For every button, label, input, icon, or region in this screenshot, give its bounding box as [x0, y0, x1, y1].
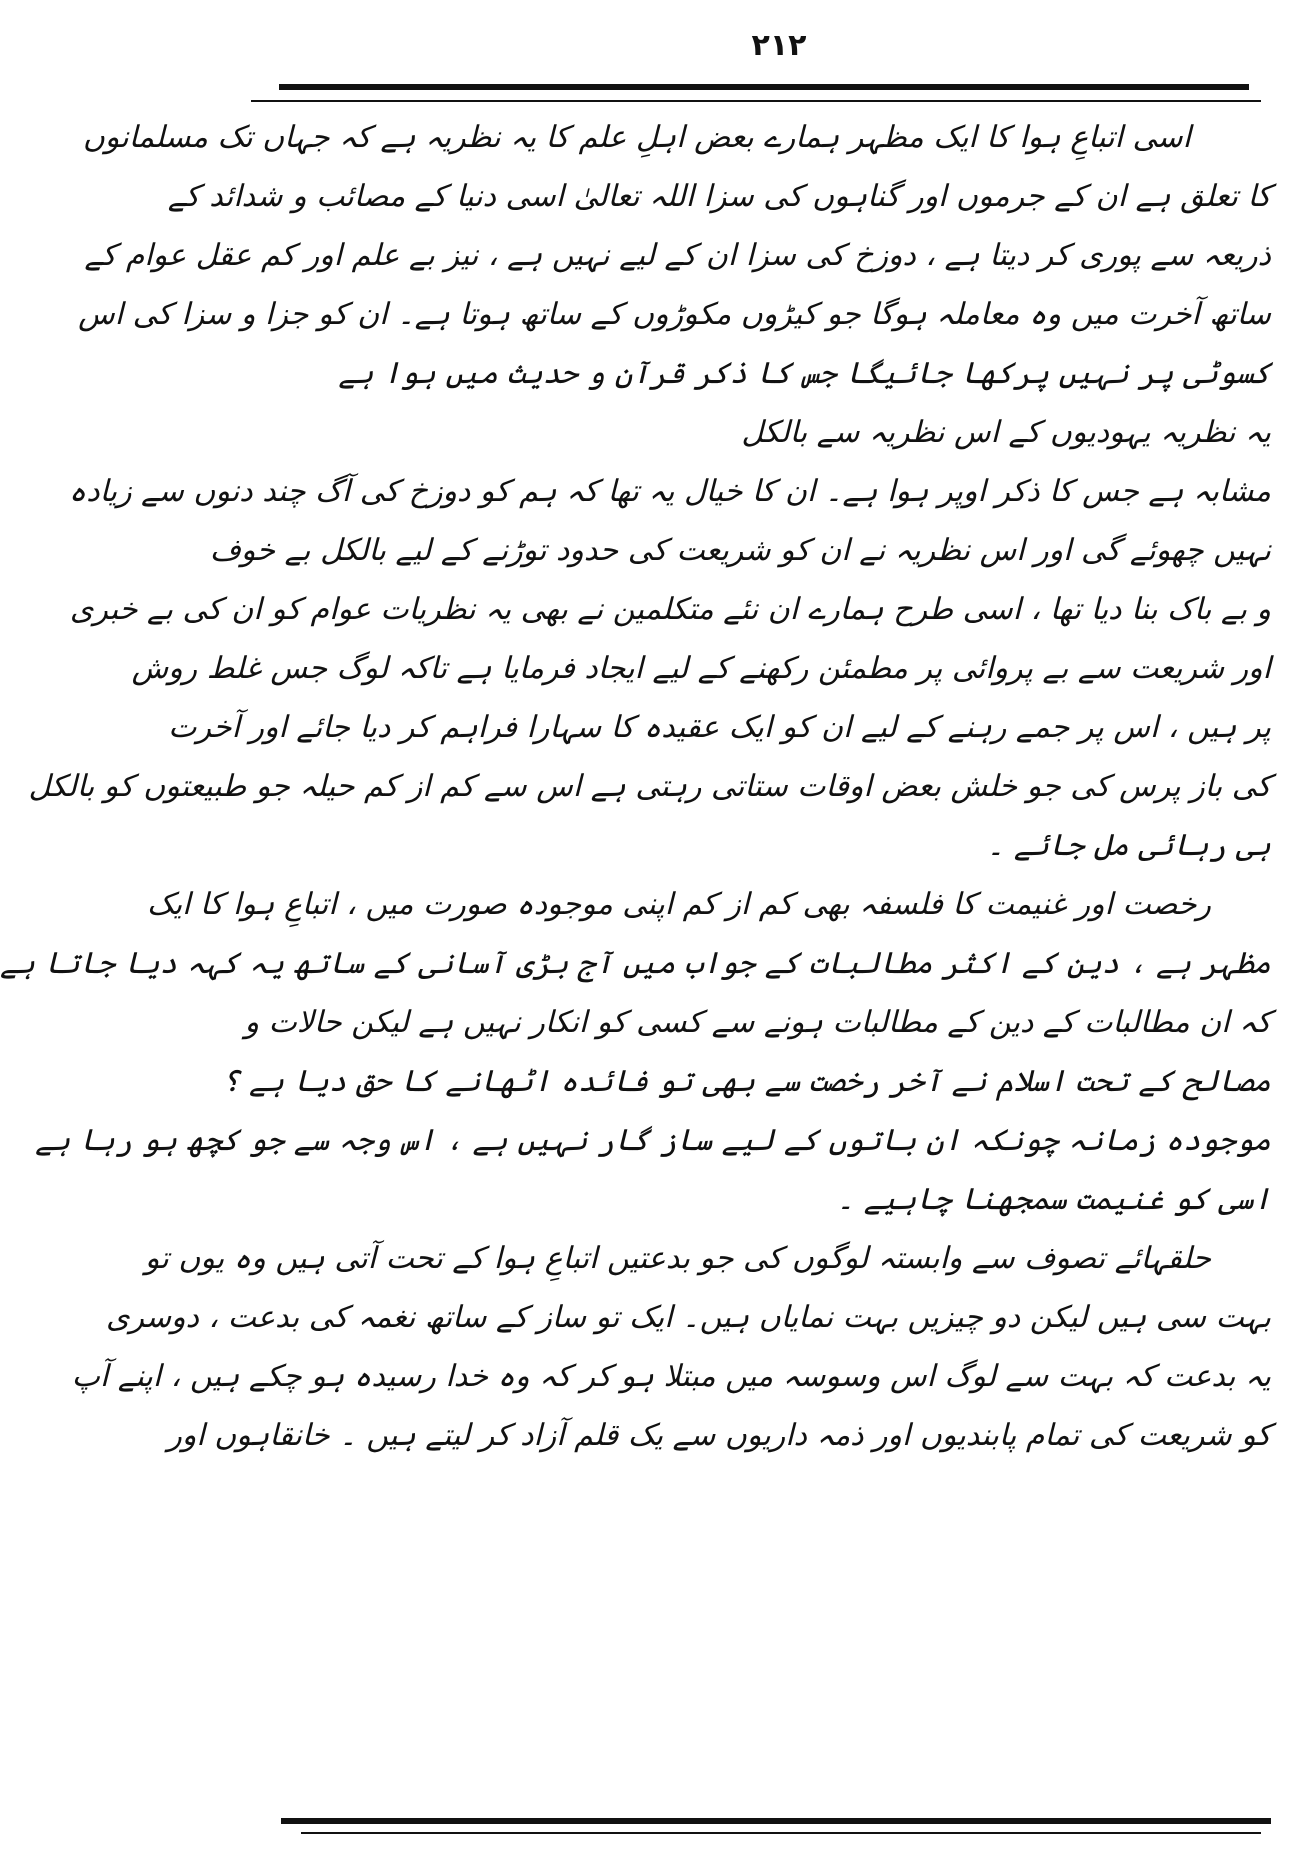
text-line: ذریعہ سے پوری کر دیتا ہے ، دوزخ کی سزا ان کے لیے نہیں ہے ، نیز بے علم اور کم عقل عوام کے	[84, 238, 1271, 273]
text-line: بہت سی ہیں لیکن دو چیزیں بہت نمایاں ہیں۔ ایک تو ساز کے ساتھ نغمہ کی بدعت ، دوسری	[106, 1300, 1271, 1335]
text-line: ساتھ آخرت میں وہ معاملہ ہوگا جو کیڑوں مکوڑوں کے ساتھ ہوتا ہے۔ ان کو جزا و سزا کی اس	[78, 297, 1271, 332]
text-line: اسی کو غنیمت سمجھنا چاہیے ۔	[836, 1182, 1271, 1217]
text-line: کو شریعت کی تمام پابندیوں اور ذمہ داریوں سے یک قلم آزاد کر لیتے ہیں ۔ خانقاہوں اور	[167, 1418, 1271, 1453]
text-line: نہیں چھوئے گی اور اس نظریہ نے ان کو شریعت کی حدود توڑنے کے لیے بالکل بے خوف	[209, 533, 1271, 568]
footer-rule-thin	[301, 1832, 1261, 1834]
text-line: مظہر ہے ، دین کے اکثر مطالبات کے جواب میں آج بڑی آسانی کے ساتھ یہ کہہ دیا جاتا ہے	[0, 946, 1271, 981]
text-line: حلقہائے تصوف سے وابستہ لوگوں کی جو بدعتیں اتباعِ ہوا کے تحت آتی ہیں وہ یوں تو	[144, 1241, 1211, 1276]
text-line: کا تعلق ہے ان کے جرموں اور گناہوں کی سزا اللہ تعالیٰ اسی دنیا کے مصائب و شدائد کے	[167, 179, 1271, 214]
page-number: ۲۱۲	[751, 28, 807, 63]
text-line: ہی رہائی مل جائے ۔	[986, 828, 1271, 863]
text-line: مشابہ ہے جس کا ذکر اوپر ہوا ہے۔ ان کا خیال یہ تھا کہ ہم کو دوزخ کی آگ چند دنوں سے زیادہ	[68, 474, 1271, 509]
text-line: یہ نظریہ یہودیوں کے اس نظریہ سے بالکل	[741, 415, 1271, 450]
footer-rule-thick	[281, 1818, 1271, 1824]
text-line: اور شریعت سے بے پروائی پر مطمئن رکھنے کے لیے ایجاد فرمایا ہے تاکہ لوگ جس غلط روش	[131, 651, 1271, 686]
text-line: کہ ان مطالبات کے دین کے مطالبات ہونے سے کسی کو انکار نہیں ہے لیکن حالات و	[244, 1005, 1271, 1040]
text-line: مصالح کے تحت اسلام نے آخر رخصت سے بھی تو فائدہ اٹھانے کا حق دیا ہے ؟	[221, 1064, 1271, 1099]
text-line: یہ بدعت کہ بہت سے لوگ اس وسوسہ میں مبتلا ہو کر کہ وہ خدا رسیدہ ہو چکے ہیں ، اپنے آپ	[71, 1359, 1271, 1394]
text-line: و بے باک بنا دیا تھا ، اسی طرح ہمارے ان نئے متکلمین نے بھی یہ نظریات عوام کو ان کی بے خبری	[69, 592, 1271, 627]
body-text	[0, 108, 1271, 1465]
text-line: موجودہ زمانہ چونکہ ان باتوں کے لیے ساز گار نہیں ہے ، اس وجہ سے جو کچھ ہو رہا ہے	[35, 1123, 1271, 1158]
text-line: اسی اتباعِ ہوا کا ایک مظہر ہمارے بعض اہلِ علم کا یہ نظریہ ہے کہ جہاں تک مسلمانوں	[82, 120, 1191, 155]
text-line: کسوٹی پر نہیں پرکھا جائیگا جس کا ذکر قرآن و حدیث میں ہوا ہے	[338, 356, 1271, 391]
text-line: پر ہیں ، اس پر جمے رہنے کے لیے ان کو ایک عقیدہ کا سہارا فراہم کر دیا جائے اور آخرت	[168, 710, 1271, 745]
text-line: رخصت اور غنیمت کا فلسفہ بھی کم از کم اپنی موجودہ صورت میں ، اتباعِ ہوا کا ایک	[146, 887, 1211, 922]
header-rule-thick	[279, 84, 1249, 90]
header-rule-thin	[251, 100, 1261, 102]
text-line: کی باز پرس کی جو خلش بعض اوقات ستاتی رہتی ہے اس سے کم از کم حیلہ جو طبیعتوں کو بالکل	[28, 769, 1271, 804]
